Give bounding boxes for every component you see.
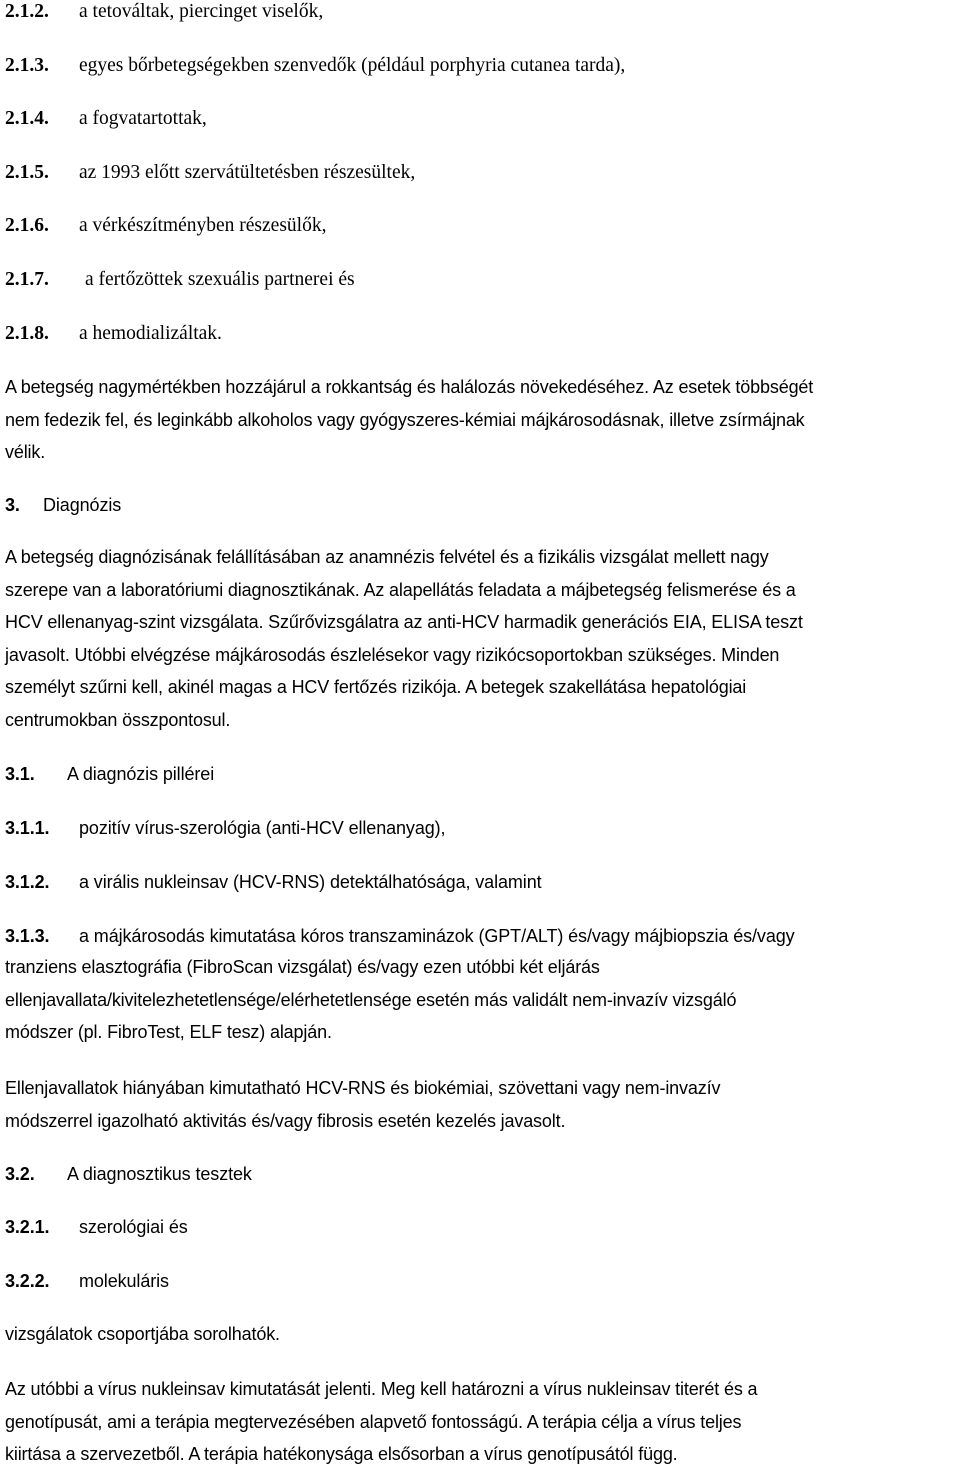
paragraph-line: Az utóbbi a vírus nukleinsav kimutatását jelenti. Meg kell határozni a vírus nukleinsav titerét és a xyxy=(5,1379,758,1399)
list-item-number: 2.1.8. xyxy=(5,323,49,344)
list-item-number: 2.1.4. xyxy=(5,108,49,129)
section-number: 3. xyxy=(5,495,20,515)
list-item-number: 3.1.3. xyxy=(5,926,50,946)
list-item-text: a fogvatartottak, xyxy=(79,108,207,129)
list-item-text: szerológiai és xyxy=(79,1217,188,1237)
list-item-number: 2.1.7. xyxy=(5,269,49,290)
paragraph xyxy=(5,541,955,736)
paragraph-line: módszerrel igazolható aktivitás és/vagy fibrosis esetén kezelés javasolt. xyxy=(5,1110,566,1131)
paragraph-line: nem fedezik fel, és leginkább alkoholos vagy gyógyszeres-kémiai májkárosodásnak, illetve zsírmájnak xyxy=(5,409,805,430)
list-item-text: pozitív vírus-szerológia (anti-HCV ellenanyag), xyxy=(79,818,446,838)
list-item-text: a tetováltak, piercinget viselők, xyxy=(79,1,324,22)
paragraph-line: A betegség nagymértékben hozzájárul a rokkantság és halálozás növekedéséhez. Az esetek többségét xyxy=(5,377,814,397)
list-item-number: 3.1.1. xyxy=(5,818,50,838)
paragraph-line: javasolt. Utóbbi elvégzése májkárosodás észlelésekor vagy rizikócsoportokban szükséges. Minden xyxy=(5,644,780,665)
paragraph-line: centrumokban összpontosul. xyxy=(5,709,231,730)
paragraph-line: kiirtása a szervezetből. A terápia hatékonysága elsősorban a vírus genotípusától függ. xyxy=(5,1444,678,1464)
paragraph-line: szerepe van a laboratóriumi diagnosztikának. Az alapellátás feladata a májbetegség felismerése és a xyxy=(5,579,796,600)
paragraph-line: személyt szűrni kell, akinél magas a HCV fertőzés rizikója. A betegek szakellátása hepatológiai xyxy=(5,677,747,697)
paragraph xyxy=(5,371,955,469)
list-item-text: a vérkészítményben részesülők, xyxy=(79,215,327,236)
paragraph-line: HCV ellenanyag-szint vizsgálata. Szűrővizsgálatra az anti-HCV harmadik generációs EIA, ELISA teszt xyxy=(5,612,803,632)
list-item-text: a hemodializáltak. xyxy=(79,323,222,344)
paragraph xyxy=(5,951,955,1049)
section-number: 3.2. xyxy=(5,1164,35,1184)
paragraph xyxy=(5,1318,955,1351)
list-item-text: a fertőzöttek szexuális partnerei és xyxy=(85,269,355,290)
paragraph xyxy=(5,1373,955,1471)
list-item-text: az 1993 előtt szervátültetésben részesültek, xyxy=(79,162,416,183)
paragraph-line: genotípusát, ami a terápia megtervezésében alapvető fontosságú. A terápia célja a vírus teljes xyxy=(5,1411,742,1432)
list-item-number: 3.1.2. xyxy=(5,872,50,892)
list-item-text: a májkárosodás kimutatása kóros transzaminázok (GPT/ALT) és/vagy májbiopszia és/vagy xyxy=(79,926,795,946)
paragraph-line: módszer (pl. FibroTest, ELF tesz) alapján. xyxy=(5,1022,332,1042)
list-item-text: a virális nukleinsav (HCV-RNS) detektálhatósága, valamint xyxy=(79,872,542,892)
list-item-text: molekuláris xyxy=(79,1271,169,1291)
list-item-number: 3.2.1. xyxy=(5,1217,50,1237)
list-item-number: 2.1.5. xyxy=(5,162,49,183)
list-item-number: 3.2.2. xyxy=(5,1271,50,1291)
paragraph-line: Ellenjavallatok hiányában kimutatható HCV-RNS és biokémiai, szövettani vagy nem-invazív xyxy=(5,1078,721,1098)
paragraph-line: ellenjavallata/kivitelezhetetlensége/elérhetetlensége esetén más validált nem-invazív vizsgáló xyxy=(5,989,737,1010)
paragraph-line: A betegség diagnózisának felállításában az anamnézis felvétel és a fizikális vizsgálat mellett nagy xyxy=(5,547,769,567)
list-item-text: egyes bőrbetegségekben szenvedők (például porphyria cutanea tarda), xyxy=(79,55,626,76)
section-title: A diagnosztikus tesztek xyxy=(67,1164,252,1184)
paragraph xyxy=(5,1072,955,1137)
section-title: Diagnózis xyxy=(43,495,122,515)
paragraph-line: tranziens elasztográfia (FibroScan vizsgálat) és/vagy ezen utóbbi két eljárás xyxy=(5,957,600,977)
list-item-number: 2.1.6. xyxy=(5,215,49,236)
section-number: 3.1. xyxy=(5,764,35,784)
paragraph-line: vélik. xyxy=(5,442,46,462)
paragraph-line: vizsgálatok csoportjába sorolhatók. xyxy=(5,1324,280,1344)
list-item-number: 2.1.3. xyxy=(5,55,49,76)
list-item-number: 2.1.2. xyxy=(5,1,49,22)
section-title: A diagnózis pillérei xyxy=(67,764,215,784)
